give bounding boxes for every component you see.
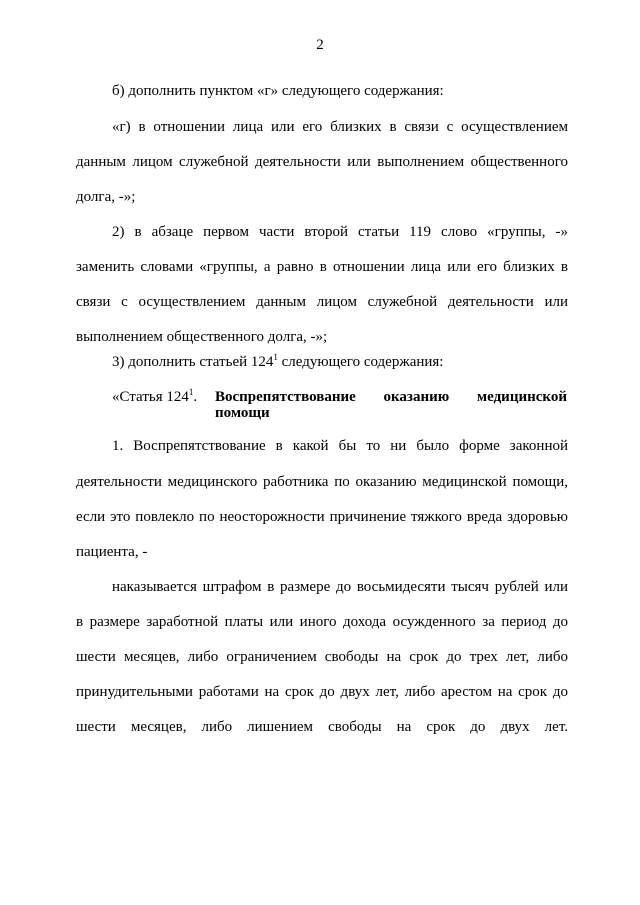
article-title-line-1: Воспрепятствование оказанию медицинской [215,389,567,405]
sanction-line-5: шести месяцев, либо лишением свободы на срок до двух лет. [76,719,568,735]
clause-g-line-3: долга, -»; [76,189,136,205]
clause-g-line-2: данным лицом служебной деятельности или выполнением общественного [76,154,568,170]
article-label-text: «Статья 124 [112,389,189,405]
sanction-line-4: принудительными работами на срок до двух лет, либо арестом на срок до [76,684,568,700]
item-2-line-2: заменить словами «группы, а равно в отношении лица или его близких в [76,259,568,275]
sanction-line-1: наказывается штрафом в размере до восьмидесяти тысяч рублей или [112,579,568,595]
part-1-line-2: деятельности медицинского работника по оказанию медицинской помощи, [76,474,568,490]
item-3-superscript: 1 [273,352,278,362]
item-2-line-1: 2) в абзаце первом части второй статьи 119 слово «группы, -» [112,224,568,240]
item-2-line-4: выполнением общественного долга, -»; [76,329,328,345]
part-1-line-1: 1. Воспрепятствование в какой бы то ни было форме законной [112,438,568,454]
sanction-line-2: в размере заработной платы или иного дохода осужденного за период до [76,614,568,630]
item-3-text-end: следующего содержания: [277,354,444,370]
item-3-line [112,353,443,371]
article-superscript: 1 [188,387,194,397]
item-3-text: 3) дополнить статьей 124 [112,354,274,370]
article-label [112,388,197,406]
amendment-b-line: б) дополнить пунктом «г» следующего содержания: [112,83,444,99]
item-2-line-3: связи с осуществлением данным лицом служебной деятельности или [76,294,568,310]
part-1-line-3: если это повлекло по неосторожности причинение тяжкого вреда здоровью [76,509,568,525]
article-title-line-2: помощи [215,405,270,421]
page-number: 2 [316,37,324,53]
part-1-line-4: пациента, - [76,544,148,560]
sanction-line-3: шести месяцев, либо ограничением свободы на срок до трех лет, либо [76,649,568,665]
clause-g-line-1: «г) в отношении лица или его близких в связи с осуществлением [112,119,568,135]
article-label-dot: . [193,389,198,405]
article-title [215,388,567,422]
